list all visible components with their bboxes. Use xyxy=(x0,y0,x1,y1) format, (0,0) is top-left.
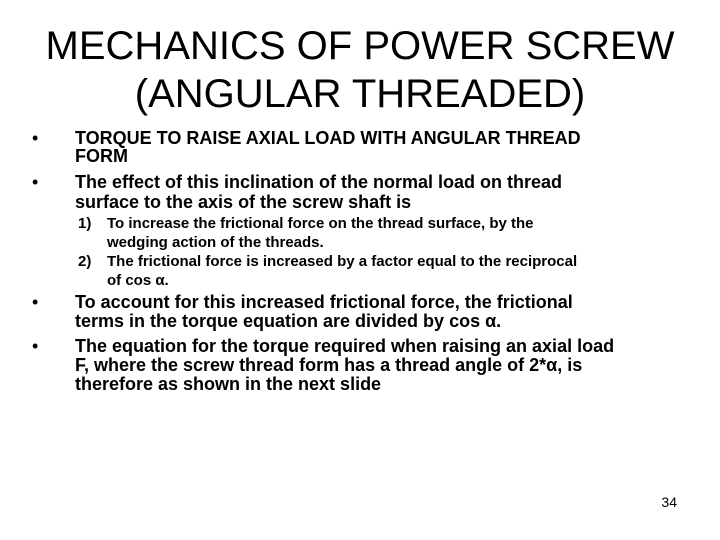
numbered-item-text xyxy=(107,214,534,252)
bullet-text xyxy=(75,172,562,212)
numbered-item-text xyxy=(107,252,577,290)
bullet-line: surface to the axis of the screw shaft is xyxy=(75,192,412,212)
numbered-item-line: of cos α. xyxy=(107,272,169,289)
bullet-marker: • xyxy=(32,128,39,148)
bullet-line: terms in the torque equation are divided by cos α. xyxy=(75,311,502,331)
item-number: 2) xyxy=(78,253,92,270)
bullet-text xyxy=(75,293,573,331)
slide-title-line-1: MECHANICS OF POWER SCREW xyxy=(45,24,675,68)
page-number: 34 xyxy=(661,494,677,510)
numbered-item-line: wedging action of the threads. xyxy=(107,234,324,251)
bullet-text xyxy=(75,337,614,394)
bullet-marker: • xyxy=(32,292,39,312)
bullet-line: The equation for the torque required when raising an axial load xyxy=(75,336,615,356)
bullet-line: FORM xyxy=(75,146,128,166)
numbered-item-line: The frictional force is increased by a factor equal to the reciprocal xyxy=(107,253,578,270)
bullet-text xyxy=(75,128,581,164)
bullet-line: TORQUE TO RAISE AXIAL LOAD WITH ANGULAR THREAD xyxy=(75,128,581,148)
item-number: 1) xyxy=(78,215,92,232)
bullet-marker: • xyxy=(32,336,39,356)
slide-title-line-2: (ANGULAR THREADED) xyxy=(134,72,586,116)
bullet-line: The effect of this inclination of the normal load on thread xyxy=(75,172,563,192)
numbered-item-line: To increase the frictional force on the thread surface, by the xyxy=(107,215,534,232)
bullet-line: To account for this increased frictional force, the frictional xyxy=(75,292,573,312)
bullet-line: F, where the screw thread form has a thread angle of 2*α, is xyxy=(75,355,583,375)
bullet-marker: • xyxy=(32,172,39,192)
bullet-line: therefore as shown in the next slide xyxy=(75,374,382,394)
slide-title xyxy=(20,22,700,118)
